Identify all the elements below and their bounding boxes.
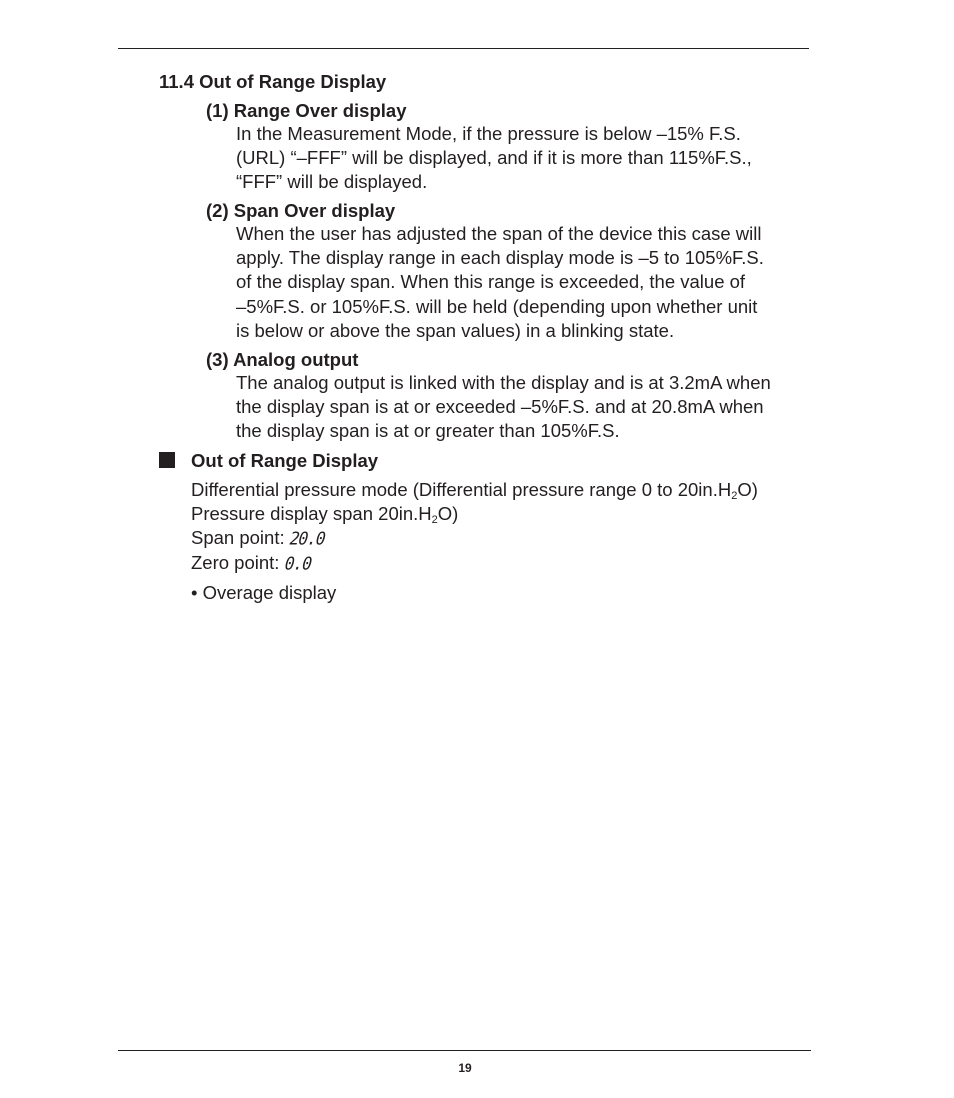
overage-display-bullet: • Overage display xyxy=(191,582,337,603)
text-line: “FFF” will be displayed. xyxy=(236,171,428,193)
span-line xyxy=(191,502,758,526)
subsection-title-range-over: (1) Range Over display xyxy=(206,100,407,121)
span-point-display-value: 20.0 xyxy=(288,528,326,549)
subsection-title-analog-output: (3) Analog output xyxy=(206,349,359,370)
mode-line xyxy=(191,478,758,502)
box-section-body xyxy=(191,478,758,576)
text-line: of the display span. When this range is exceeded, the value of xyxy=(236,271,746,293)
text-line: –5%F.S. or 105%F.S. will be held (depending upon whether unit xyxy=(236,295,758,317)
subscript: 2 xyxy=(431,514,438,526)
header-rule xyxy=(118,48,809,49)
paragraph-analog-output xyxy=(236,371,771,444)
mode-line-suffix: O) xyxy=(737,479,758,500)
subsection-title-span-over: (2) Span Over display xyxy=(206,200,396,221)
text-line: apply. The display range in each display mode is –5 to 105%F.S. xyxy=(236,247,764,269)
paragraph-span-over xyxy=(236,222,764,343)
zero-point-line xyxy=(191,551,758,576)
span-line-text: Pressure display span 20in.H xyxy=(191,503,432,524)
text-line: is below or above the span values) in a blinking state. xyxy=(236,319,675,341)
text-line: the display span is at or exceeded –5%F.S. and at 20.8mA when xyxy=(236,396,764,418)
section-heading: 11.4 Out of Range Display xyxy=(159,71,387,92)
zero-point-display-value: 0.0 xyxy=(283,553,312,574)
text-line: In the Measurement Mode, if the pressure is below –15% F.S. xyxy=(236,123,741,144)
span-point-label: Span point: xyxy=(191,527,290,548)
zero-point-label: Zero point: xyxy=(191,552,285,573)
span-point-line xyxy=(191,526,758,551)
box-section-title: Out of Range Display xyxy=(191,450,379,471)
paragraph-range-over xyxy=(236,122,752,195)
text-line: When the user has adjusted the span of the device this case will xyxy=(236,223,762,244)
text-line: The analog output is linked with the display and is at 3.2mA when xyxy=(236,372,771,393)
text-line: the display span is at or greater than 105%F.S. xyxy=(236,420,620,442)
footer-rule xyxy=(118,1050,811,1051)
subscript: 2 xyxy=(731,490,738,502)
mode-line-text: Differential pressure mode (Differential pressure range 0 to 20in.H xyxy=(191,479,732,500)
text-line: (URL) “–FFF” will be displayed, and if it is more than 115%F.S., xyxy=(236,147,752,169)
span-line-suffix: O) xyxy=(437,503,459,524)
square-bullet-icon xyxy=(159,452,175,468)
page-number: 19 xyxy=(458,1061,472,1075)
